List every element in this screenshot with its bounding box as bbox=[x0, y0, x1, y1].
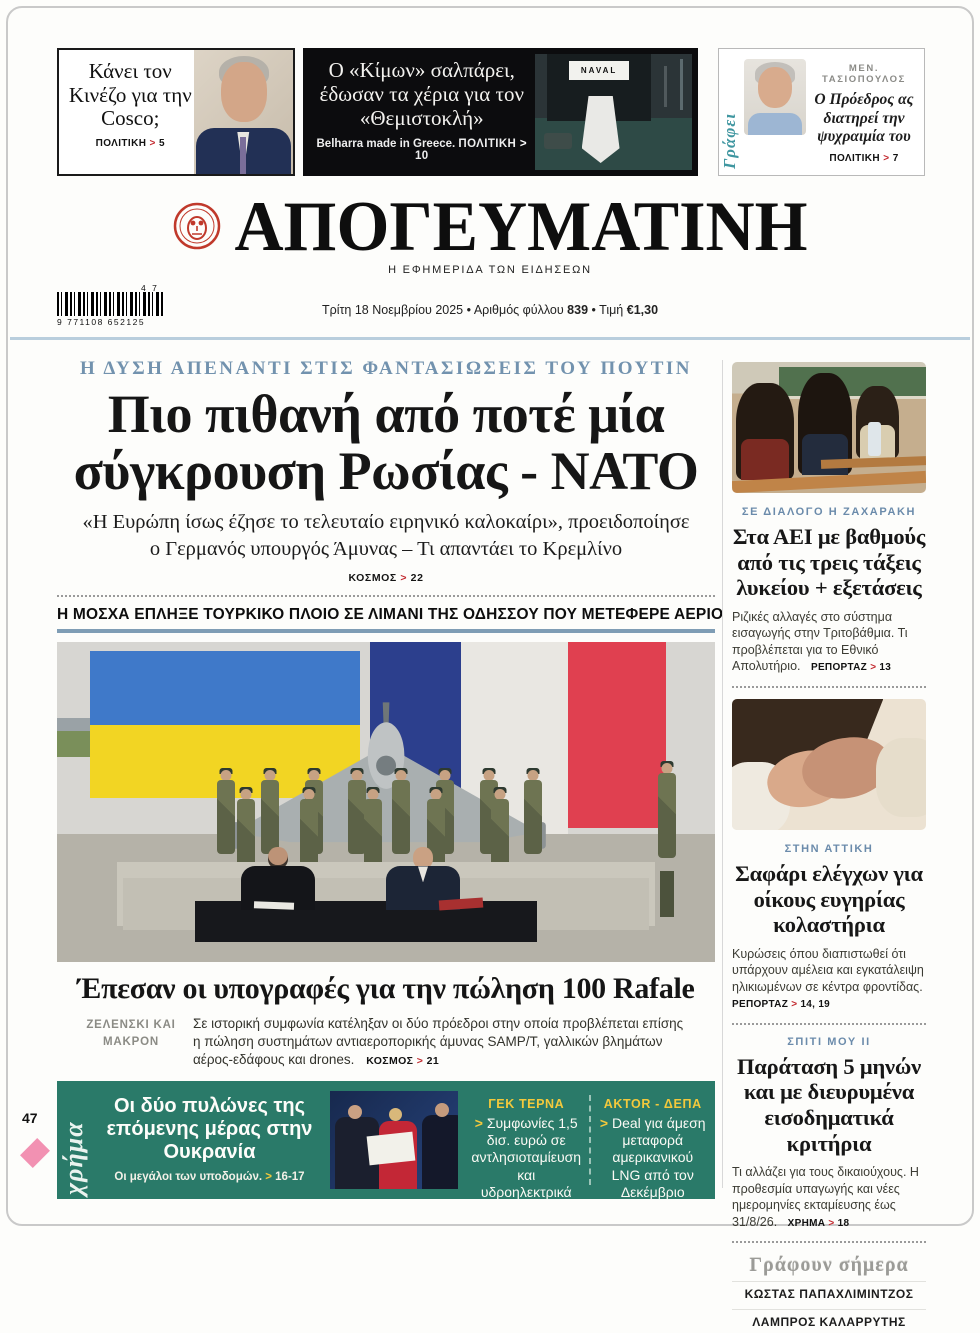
separator bbox=[732, 686, 926, 688]
section-label: ΚΟΣΜΟΣ bbox=[366, 1055, 414, 1068]
money-item-body: Deal για άμεση μεταφορά αμερικανικού LNG από τον Δεκέμβριο bbox=[611, 1115, 706, 1200]
photo-story-text: Σε ιστορική συμφωνία κατέληξαν οι δύο πρόεδροι στην οποία προβλέπεται επίσης η πώληση συστημάτων αντιαεροπορικής άμυνας SAMP/T, γαλλικών βλημάτων αέρος-εδάφους και drones. bbox=[193, 1015, 684, 1068]
price-value: €1,30 bbox=[626, 303, 659, 317]
arrow-icon: > bbox=[519, 138, 527, 151]
issue-number: 839 bbox=[567, 303, 589, 317]
photo-story-byline: ΖΕΛΕΝΣΚΙ ΚΑΙ ΜΑΚΡΟΝ bbox=[86, 1018, 176, 1048]
section-label: ΚΟΣΜΟΣ bbox=[348, 571, 397, 584]
money-subline bbox=[97, 1171, 322, 1183]
barcode-edition: 4 7 bbox=[141, 283, 159, 293]
soldier-right bbox=[656, 763, 678, 917]
story-text: Κυρώσεις όπου διαπιστωθεί ότι υπάρχουν αμέλεια και εγκατάλειψη ηλικιωμένων σε κέντρα φροντίδας. bbox=[732, 946, 924, 994]
promo-headline: Ο «Κίμων» σαλπάρει, έδωσαν τα χέρια για τον «Θεμιστοκλή» bbox=[319, 58, 524, 131]
arrow-icon: > bbox=[149, 137, 156, 149]
section-label: ΠΟΛΙΤΙΚΗ bbox=[829, 152, 881, 164]
photo-story-headline[interactable]: Έπεσαν οι υπογραφές για την πώληση 100 Rafale bbox=[77, 971, 695, 1005]
money-item-gek-terna bbox=[464, 1081, 589, 1199]
promo-kimon[interactable] bbox=[303, 48, 698, 176]
section-label: ΠΟΛΙΤΙΚΗ bbox=[458, 138, 517, 151]
newspaper-tagline: Η ΕΦΗΜΕΡΙΔΑ ΤΩΝ ΕΙΔΗΣΕΩΝ bbox=[388, 264, 592, 276]
promo-columnist[interactable] bbox=[718, 48, 925, 176]
arrow-icon: > bbox=[265, 1171, 272, 1184]
money-item-text bbox=[470, 1115, 583, 1200]
section-tag bbox=[810, 153, 918, 164]
money-item-body: Συμφωνίες 1,5 δισ. ευρώ σε αντλησιοταμίευση και υδροηλεκτρικά bbox=[471, 1115, 582, 1200]
issue-label: Αριθμός φύλλου bbox=[473, 303, 564, 317]
page-number: 5 bbox=[158, 137, 165, 149]
price-label: Τιμή bbox=[599, 303, 624, 317]
contributor-name: ΚΩΣΤΑΣ ΠΑΠΑΧΛΙΜΙΝΤΖΟΣ bbox=[732, 1281, 926, 1305]
lead-headline[interactable]: Πιο πιθανή από ποτέ μία σύγκρουση Ρωσίας - ΝΑΤΟ bbox=[73, 384, 699, 501]
masthead bbox=[0, 186, 980, 276]
money-item-label: ΓΕΚ ΤΕΡΝΑ bbox=[488, 1097, 565, 1112]
promo-subline bbox=[313, 138, 531, 162]
story-headline[interactable]: Στα ΑΕΙ με βαθμούς από τις τρεις τάξεις λυκείου + εξετάσεις bbox=[732, 524, 926, 601]
section-tag bbox=[732, 999, 830, 1010]
promo-headline: Κάνει τον Κινέζο για την Cosco; bbox=[68, 59, 192, 131]
page-number: 14, 19 bbox=[800, 999, 831, 1011]
lead-story bbox=[57, 358, 724, 1200]
story-headline[interactable]: Σαφάρι ελέγχων για οίκους ευγηρίας κολαστήρια bbox=[735, 860, 923, 938]
grafei-vertical-label: Γράφει bbox=[720, 112, 739, 169]
page-number: 7 bbox=[892, 152, 899, 164]
politician-photo bbox=[194, 50, 293, 174]
money-item-label: AKTOR - ΔΕΠΑ bbox=[603, 1097, 702, 1112]
money-item-aktor-depa bbox=[591, 1081, 716, 1199]
masthead-rule bbox=[10, 337, 970, 340]
lead-subhead: «Η Ευρώπη ίσως έζησε το τελευταίο ειρηνικό καλοκαίρι», προειδοποίησε ο Γερμανός υπουργός Άμυνας – Τι απαντάει το Κρεμλίνο bbox=[82, 511, 690, 561]
separator bbox=[57, 595, 715, 597]
page-number: 13 bbox=[879, 662, 892, 674]
story-body bbox=[732, 1164, 926, 1230]
arrow-icon: > bbox=[791, 999, 798, 1011]
photo-story-body bbox=[193, 1015, 689, 1070]
naval-ship-photo bbox=[535, 54, 693, 170]
contributor-name: ΛΑΜΠΡΟΣ ΚΑΛΑΡΡΥΤΗΣ bbox=[732, 1309, 926, 1333]
separator bbox=[732, 1241, 926, 1243]
columnist-photo bbox=[744, 59, 806, 135]
story-kicker: ΣΤΗΝ ΑΤΤΙΚΗ bbox=[784, 842, 874, 855]
story-kicker: ΣΕ ΔΙΑΛΟΓΟ Η ΖΑΧΑΡΑΚΗ bbox=[741, 506, 917, 518]
arrow-icon: > bbox=[883, 152, 890, 164]
page-number: 16-17 bbox=[275, 1171, 305, 1184]
strap-headline[interactable]: Η ΜΟΣΧΑ ΕΠΛΗΞΕ ΤΟΥΡΚΙΚΟ ΠΛΟΙΟ ΣΕ ΛΙΜΑΝΙ ΤΗΣ ΟΔΗΣΣΟΥ ΠΟΥ ΜΕΤΕΦΕΡΕ ΑΕΡΙΟ bbox=[57, 605, 724, 623]
chrima-vertical-label: χρήμα bbox=[59, 1121, 88, 1196]
section-tag bbox=[788, 1218, 850, 1229]
issue-date: Τρίτη 18 Νοεμβρίου 2025 bbox=[321, 303, 464, 317]
arrow-icon: > bbox=[828, 1217, 835, 1229]
section-tag bbox=[811, 662, 891, 673]
signing-papers bbox=[254, 901, 294, 909]
story-text: Ριζικές αλλαγές στο σύστημα εισαγωγής στην Τριτοβάθμια. Τι προβλέπεται για το Εθνικό Απολυτήριο. bbox=[732, 609, 908, 674]
margin-page-number: 47 bbox=[22, 1110, 38, 1126]
elderly-hands-photo bbox=[732, 699, 926, 830]
separator bbox=[732, 1023, 926, 1025]
arrow-icon: > bbox=[416, 1055, 424, 1068]
naval-sign: NAVAL bbox=[569, 61, 629, 80]
lead-kicker: Η ΔΥΣΗ ΑΠΕΝΑΝΤΙ ΣΤΙΣ ΦΑΝΤΑΣΙΩΣΕΙΣ ΤΟΥ ΠΟΥΤΙΝ bbox=[79, 358, 693, 379]
bullet-separator: • bbox=[591, 303, 596, 317]
bullet-separator: • bbox=[466, 303, 472, 317]
section-label: ΡΕΠΟΡΤΑΖ bbox=[810, 662, 868, 674]
story-text: Τι αλλάζει για τους δικαιούχους. Η προθεσμία υπαγωγής και νέες ημερομηνίες εκταμίευσης έως 31/8/26. bbox=[732, 1165, 919, 1229]
strap-underline bbox=[57, 629, 715, 633]
money-item-text bbox=[597, 1115, 710, 1200]
arrow-icon: > bbox=[870, 662, 877, 674]
promo-headline: Ο Πρόεδρος ας διατηρεί την ψυχραιμία του bbox=[814, 91, 914, 146]
diamond-icon bbox=[20, 1138, 50, 1168]
money-headline: Οι δύο πυλώνες της επόμενης μέρας στην Ουκρανία bbox=[106, 1095, 313, 1164]
section-label: ΠΟΛΙΤΙΚΗ bbox=[95, 137, 147, 149]
section-label: ΡΕΠΟΡΤΑΖ bbox=[732, 999, 789, 1011]
columnist-name: ΜΕΝ. ΤΑΣΙΟΠΟΥΛΟΣ bbox=[822, 63, 906, 85]
page-number: 10 bbox=[414, 150, 429, 163]
story-body bbox=[732, 946, 926, 1012]
promo-cosco[interactable] bbox=[57, 48, 295, 176]
rafale-signing-photo bbox=[57, 642, 715, 962]
money-strip-photo bbox=[330, 1091, 458, 1189]
classroom-photo bbox=[732, 362, 926, 493]
owl-logo-icon bbox=[172, 201, 222, 251]
section-label: ΧΡΗΜΑ bbox=[787, 1217, 826, 1229]
zelensky-figure bbox=[241, 847, 315, 910]
page-number: 21 bbox=[426, 1055, 440, 1068]
contributors-header: Γράφουν σήμερα bbox=[749, 1254, 909, 1277]
money-strip[interactable] bbox=[57, 1081, 715, 1199]
story-headline[interactable]: Παράταση 5 μηνών και με διευρυμένα εισοδηματικά κριτήρια bbox=[737, 1053, 921, 1156]
arrow-icon: > bbox=[474, 1115, 483, 1132]
page-number: 22 bbox=[410, 571, 424, 584]
newspaper-title: ΑΠΟΓΕΥΜΑΤΙΝΗ bbox=[234, 186, 808, 266]
section-tag bbox=[67, 138, 194, 149]
page-number: 18 bbox=[837, 1217, 850, 1229]
arrow-icon: > bbox=[599, 1115, 609, 1132]
barcode-digits: 9 771108 652125 bbox=[57, 317, 146, 327]
right-column bbox=[732, 362, 926, 1333]
column-divider bbox=[722, 360, 723, 1188]
story-kicker: ΣΠΙΤΙ ΜΟΥ ΙΙ bbox=[787, 1035, 871, 1048]
photo-story-deck bbox=[57, 1015, 715, 1070]
money-sub-text: Οι μεγάλοι των υποδομών. bbox=[114, 1171, 263, 1184]
story-body bbox=[732, 609, 926, 675]
promo-sub-text: Belharra made in Greece. bbox=[316, 138, 456, 151]
section-tag bbox=[366, 1055, 439, 1067]
lead-section-tag bbox=[57, 572, 715, 584]
arrow-icon: > bbox=[400, 571, 408, 584]
dateline bbox=[0, 303, 980, 317]
